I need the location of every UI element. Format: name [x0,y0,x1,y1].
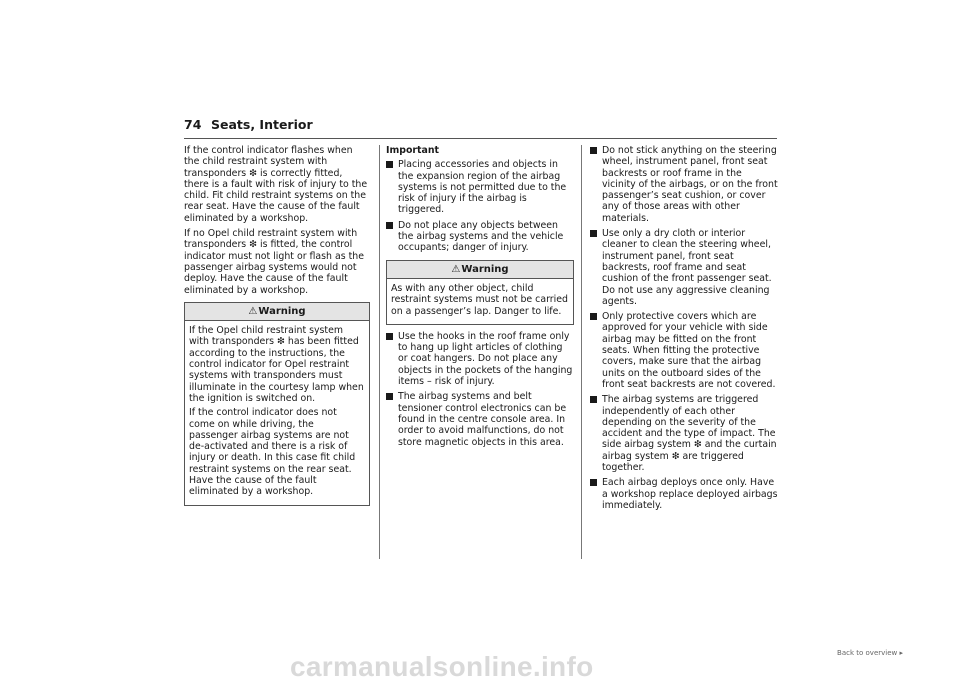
list-item-text: Each airbag deploys once only. Have a workshop replace deployed airbags immediately. [602,477,778,511]
square-bullet-icon [590,313,597,320]
square-bullet-icon [590,147,597,154]
square-bullet-icon [386,393,393,400]
warning-text: As with any other object, child restraint systems must not be carried on a passenger’s lap. Danger to life. [391,282,568,317]
subheading: Important [386,145,439,156]
column-divider [379,145,380,559]
warning-icon: ⚠ [248,305,258,317]
list-item [590,477,778,511]
warning-label: Warning [461,263,509,275]
paragraph: If the control indicator flashes when the child restraint system with transponders ❇ is correctly fitted, there is a fault with risk of injury to the child. Fit child restraint systems on the rear seat. Have the cause of the fault eliminated by a workshop. [184,145,368,224]
page-header [184,117,777,137]
square-bullet-icon [590,230,597,237]
back-to-overview-link[interactable]: Back to overview ▸ [837,649,903,657]
list-item [590,145,778,224]
list-item [386,391,574,447]
warning-box [386,260,574,325]
warning-text: If the control indicator does not come on while driving, the passenger airbag systems are not de-activated and there is a risk of injury or death. In this case fit child restraint systems on the rear seat. Have the cause of the fault eliminated by a workshop. [189,407,356,498]
list-item-text: Use only a dry cloth or interior cleaner to clean the steering wheel, instrument panel, front seat backrests, roof frame and seat cushion of the front passenger seat. Do not use any aggressive cleaning agents. [602,228,772,307]
paragraph: If no Opel child restraint system with transponders ❇ is fitted, the control indicator must not light or flash as the passenger airbag systems would not deploy. Have the cause of the fault eliminated by a workshop. [184,228,364,296]
list-item-text: Placing accessories and objects in the expansion region of the airbag systems is not permitted due to the risk of injury if the airbag is triggered. [398,159,567,216]
header-rule [184,138,777,139]
page-number: 74 [184,117,202,132]
column-1 [184,145,370,512]
list-item [590,228,778,307]
warning-body [185,321,369,504]
warning-header [185,303,369,321]
watermark: carmanualsonline.info [290,651,594,682]
list-item-text: Only protective covers which are approved for your vehicle with side airbag may be fitted on the front seats. When fitting the protective covers, make sure that the airbag units on the outboard sides of the front seat backrests are not covered. [602,311,776,390]
warning-box [184,302,370,506]
warning-label: Warning [258,305,306,317]
list-item [386,159,574,215]
list-item-text: The airbag systems are triggered independently of each other depending on the severity of the accident and the type of impact. The side airbag system ❇ and the curtain airbag system ❇ are triggered together. [602,394,777,474]
list-item-text: Do not place any objects between the airbag systems and the vehicle occupants; danger of injury. [398,219,564,254]
square-bullet-icon [386,222,393,229]
square-bullet-icon [386,161,393,168]
list-item [386,331,574,387]
list-item-text: Do not stick anything on the steering wheel, instrument panel, front seat backrests or roof frame in the vicinity of the airbags, or on the front passenger’s seat cushion, or cover any of those areas with other materials. [602,145,778,224]
list-item-text: Use the hooks in the roof frame only to hang up light articles of clothing or coat hangers. Do not place any objects in the pockets of the hanging items – risk of injury. [398,330,573,388]
warning-header [387,261,573,279]
square-bullet-icon [386,333,393,340]
warning-icon: ⚠ [451,263,461,275]
list-item [590,311,778,390]
list-item-text: The airbag systems and belt tensioner control electronics can be found in the centre console area. In order to avoid malfunctions, do not store magnetic objects in this area. [398,391,567,448]
column-2 [386,145,574,452]
page-title: Seats, Interior [211,117,313,132]
square-bullet-icon [590,479,597,486]
square-bullet-icon [590,396,597,403]
list-item [590,394,778,473]
column-divider [581,145,582,559]
warning-text: If the Opel child restraint system with transponders ❇ has been fitted according to the instructions, the control indicator for Opel restraint systems with transponders must illuminate in the courtesy lamp when the ignition is switched on. [189,325,364,404]
warning-body [387,279,573,324]
list-item [386,220,574,254]
column-3 [590,145,778,515]
